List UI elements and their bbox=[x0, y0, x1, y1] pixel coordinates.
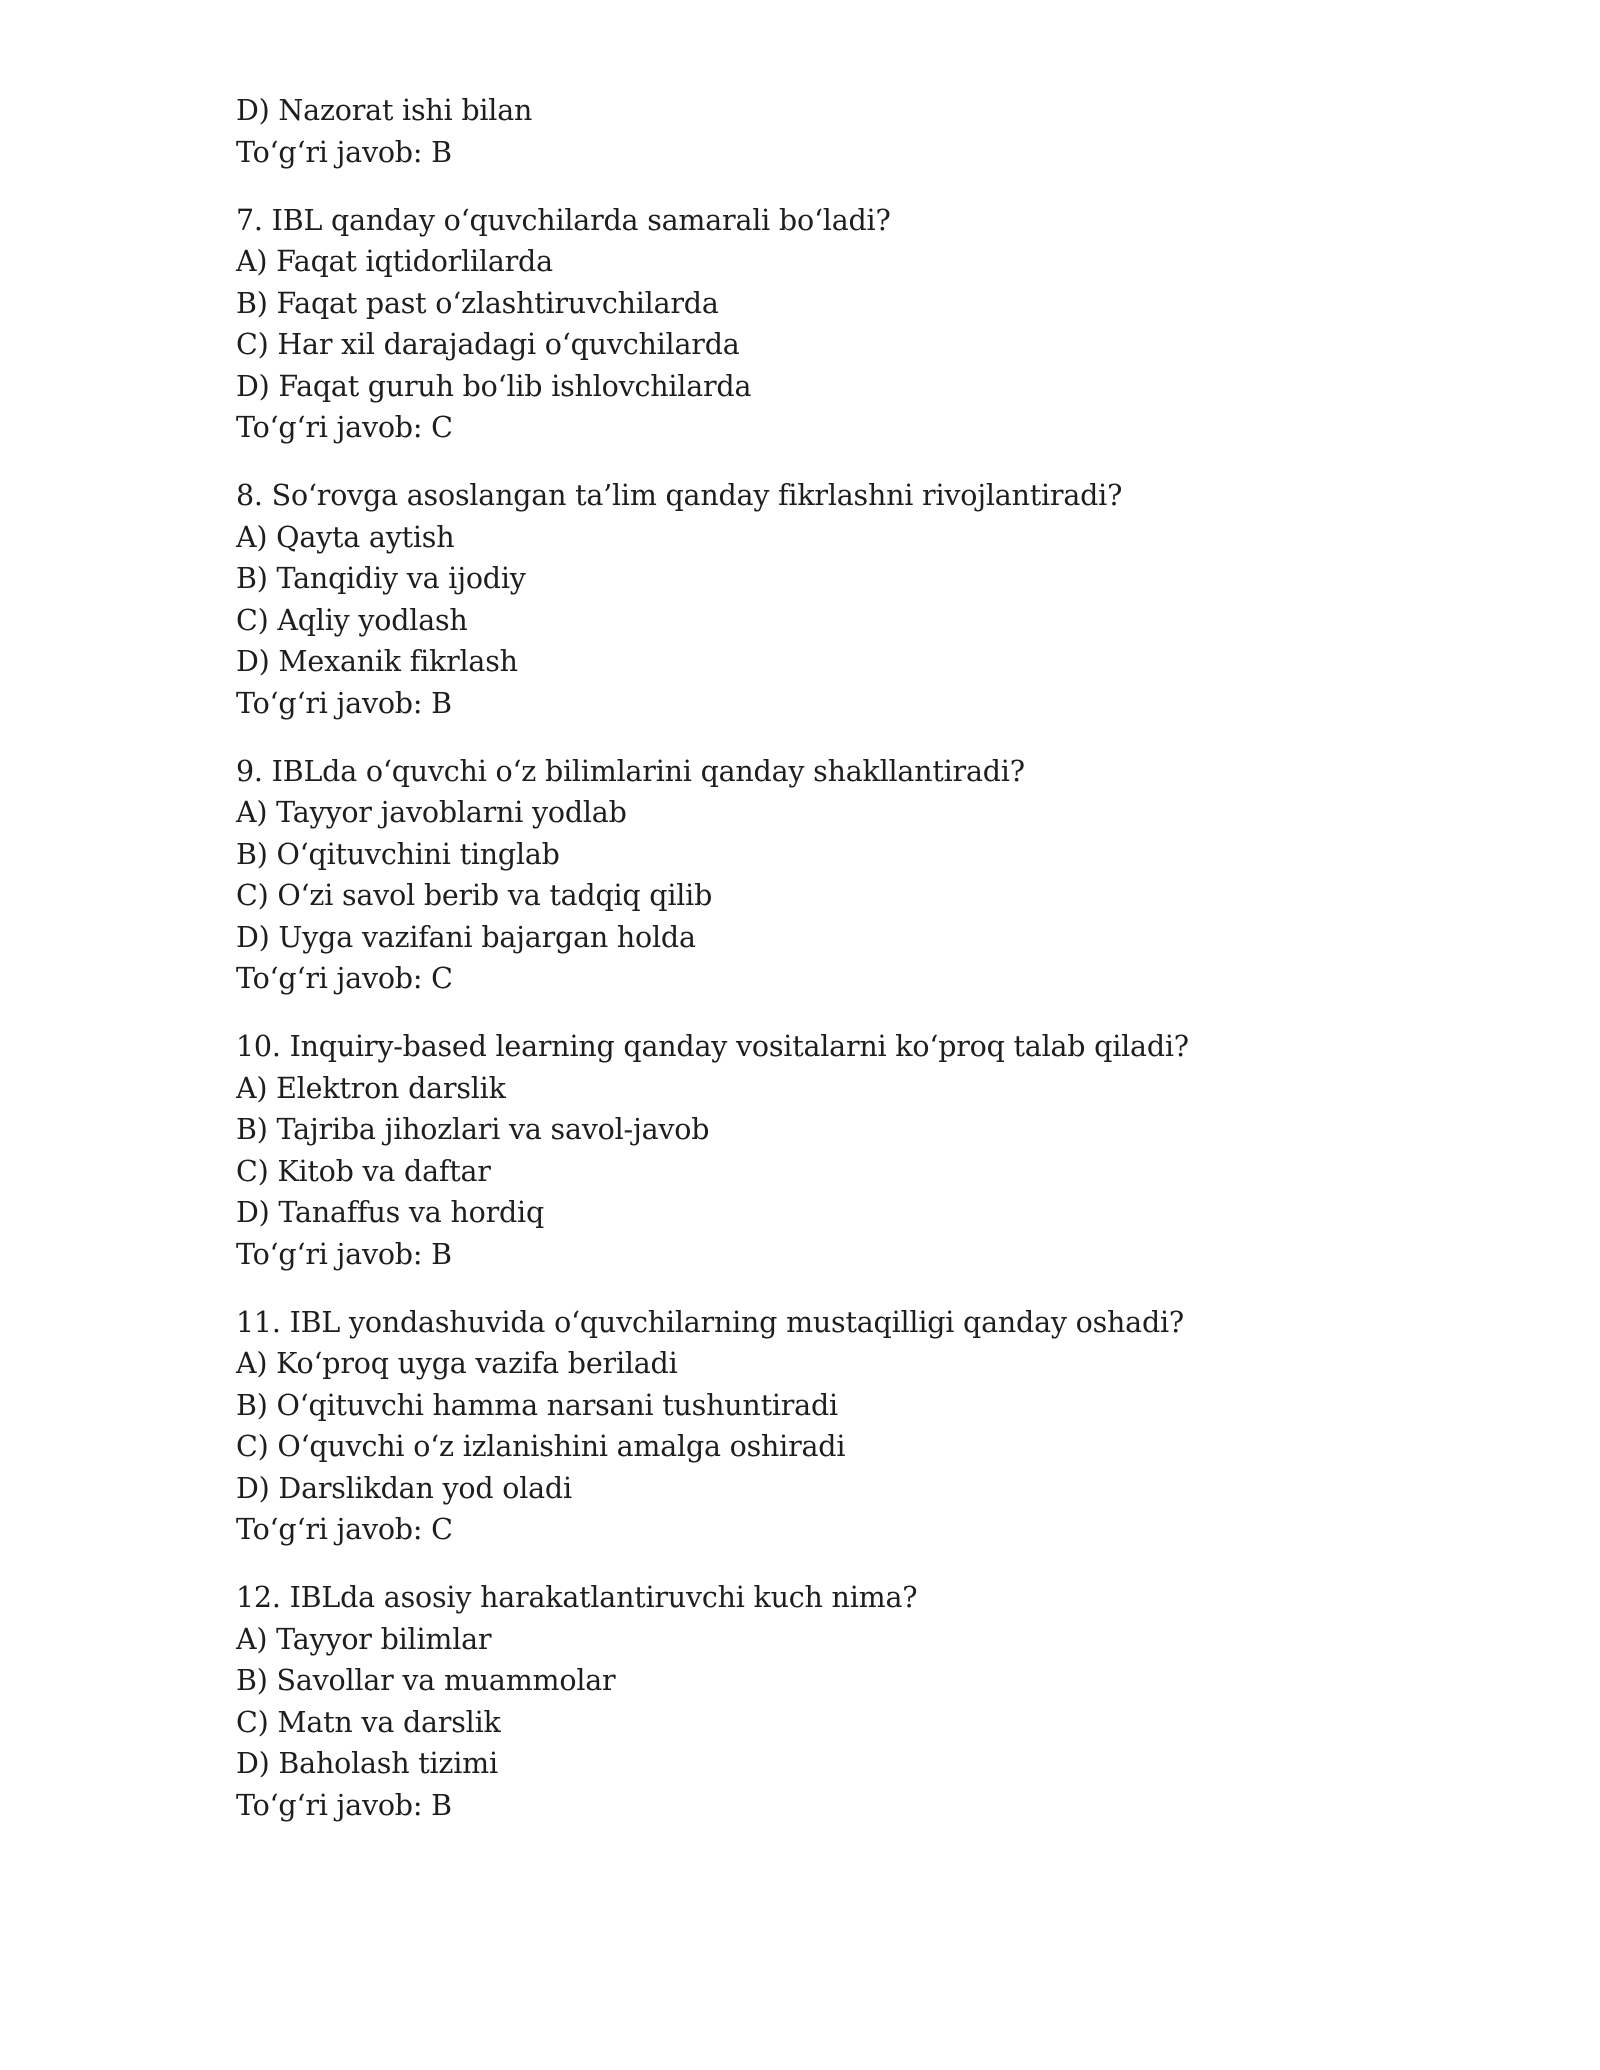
correct-answer: To‘g‘ri javob: C bbox=[236, 1513, 453, 1546]
option-c: C) O‘quvchi o‘z izlanishini amalga oshiradi bbox=[236, 1430, 846, 1463]
option-a: A) Elektron darslik bbox=[236, 1071, 506, 1105]
option-c: C) Aqliy yodlash bbox=[236, 603, 468, 637]
option-a: A) Tayyor bilimlar bbox=[236, 1622, 492, 1656]
question-block-12 bbox=[236, 1577, 1536, 1826]
correct-answer: To‘g‘ri javob: B bbox=[236, 686, 452, 720]
option-d: D) Darslikdan yod oladi bbox=[236, 1471, 572, 1505]
option-c: C) O‘zi savol berib va tadqiq qilib bbox=[236, 879, 713, 912]
option-b: B) O‘qituvchi hamma narsani tushuntiradi bbox=[236, 1388, 838, 1422]
option-b: B) Faqat past o‘zlashtiruvchilarda bbox=[236, 286, 719, 320]
option-b: B) O‘qituvchini tinglab bbox=[236, 837, 560, 871]
question-block-10 bbox=[236, 1026, 1536, 1275]
question-text: 7. IBL qanday o‘quvchilarda samarali bo‘ladi? bbox=[236, 203, 891, 237]
question-block-8 bbox=[236, 475, 1536, 724]
option-d: D) Faqat guruh bo‘lib ishlovchilarda bbox=[236, 369, 752, 403]
correct-answer: To‘g‘ri javob: C bbox=[236, 411, 453, 444]
correct-answer: To‘g‘ri javob: C bbox=[236, 962, 453, 995]
question-block-6-tail bbox=[236, 90, 1536, 173]
option-b: B) Savollar va muammolar bbox=[236, 1664, 616, 1697]
option-a: A) Qayta aytish bbox=[236, 520, 455, 554]
question-block-9 bbox=[236, 751, 1536, 1000]
question-block-11 bbox=[236, 1302, 1536, 1551]
question-text: 9. IBLda o‘quvchi o‘z bilimlarini qanday shakllantiradi? bbox=[236, 754, 1025, 788]
option-a: A) Tayyor javoblarni yodlab bbox=[236, 796, 627, 829]
option-b: B) Tajriba jihozlari va savol-javob bbox=[236, 1113, 710, 1146]
option-a: A) Faqat iqtidorlilarda bbox=[236, 245, 553, 278]
option-d: D) Mexanik fikrlash bbox=[236, 645, 518, 678]
option-b: B) Tanqidiy va ijodiy bbox=[236, 562, 526, 595]
question-text: 10. Inquiry-based learning qanday vositalarni ko‘proq talab qiladi? bbox=[236, 1030, 1189, 1063]
question-text: 8. So‘rovga asoslangan ta’lim qanday fikrlashni rivojlantiradi? bbox=[236, 479, 1123, 512]
option-d: D) Baholash tizimi bbox=[236, 1747, 498, 1780]
option-c: C) Matn va darslik bbox=[236, 1705, 501, 1739]
correct-answer: To‘g‘ri javob: B bbox=[236, 1237, 452, 1271]
correct-answer: To‘g‘ri javob: B bbox=[236, 1788, 452, 1822]
document-page bbox=[236, 90, 1536, 1826]
option-d: D) Tanaffus va hordiq bbox=[236, 1196, 544, 1229]
correct-answer: To‘g‘ri javob: B bbox=[236, 135, 452, 169]
question-block-7 bbox=[236, 200, 1536, 449]
question-text: 12. IBLda asosiy harakatlantiruvchi kuch nima? bbox=[236, 1581, 918, 1614]
option-c: C) Kitob va daftar bbox=[236, 1154, 491, 1188]
option-d: D) Uyga vazifani bajargan holda bbox=[236, 920, 696, 954]
option-a: A) Ko‘proq uyga vazifa beriladi bbox=[236, 1347, 678, 1380]
option-c: C) Har xil darajadagi o‘quvchilarda bbox=[236, 328, 740, 361]
option-d: D) Nazorat ishi bilan bbox=[236, 94, 533, 127]
question-text: 11. IBL yondashuvida o‘quvchilarning mustaqilligi qanday oshadi? bbox=[236, 1305, 1185, 1339]
